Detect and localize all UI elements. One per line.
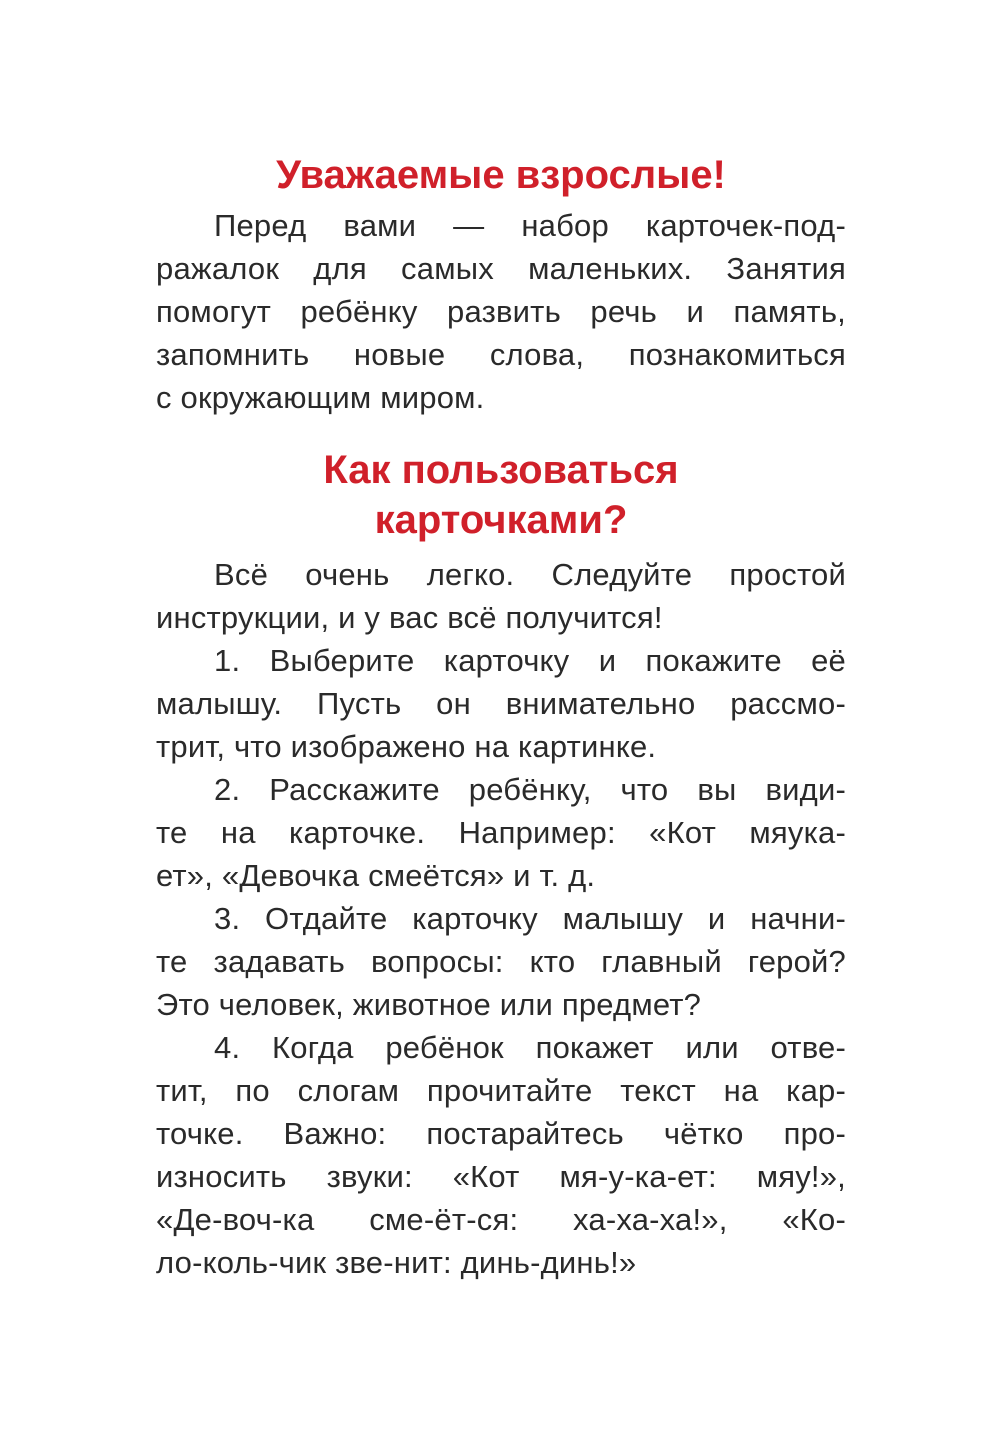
step-2 bbox=[156, 768, 846, 897]
paragraph-line: ет», «Девочка смеётся» и т. д. bbox=[156, 858, 596, 893]
heading-line: карточками? bbox=[374, 498, 628, 542]
paragraph-line: 1. Выберите карточку и покажите её bbox=[214, 643, 846, 678]
paragraph-line: те задавать вопросы: кто главный герой? bbox=[156, 944, 846, 979]
step-1 bbox=[156, 639, 846, 768]
paragraph-line: запомнить новые слова, познакомиться bbox=[156, 337, 846, 372]
paragraph-line: точке. Важно: постарайтесь чётко про- bbox=[156, 1116, 846, 1151]
paragraph-line: тит, по слогам прочитайте текст на кар- bbox=[156, 1073, 846, 1108]
step-4 bbox=[156, 1026, 846, 1284]
paragraph-line: 4. Когда ребёнок покажет или отве- bbox=[214, 1030, 846, 1065]
paragraph-line: инструкции, и у вас всё получится! bbox=[156, 600, 663, 635]
paragraph-line: трит, что изображено на картинке. bbox=[156, 729, 657, 764]
page-content bbox=[156, 140, 846, 1284]
paragraph-line: 3. Отдайте карточку малышу и начни- bbox=[214, 901, 846, 936]
paragraph-line: помогут ребёнку развить речь и память, bbox=[156, 294, 846, 329]
step-3 bbox=[156, 897, 846, 1026]
heading-line: Как пользоваться bbox=[323, 448, 679, 492]
heading-how-to-use bbox=[156, 445, 846, 545]
intro-paragraph bbox=[156, 204, 846, 419]
paragraph-line: Перед вами — набор карточек-под- bbox=[214, 208, 846, 243]
paragraph-line: малышу. Пусть он внимательно рассмо- bbox=[156, 686, 846, 721]
paragraph-line: Всё очень легко. Следуйте простой bbox=[214, 557, 846, 592]
paragraph-line: 2. Расскажите ребёнку, что вы види- bbox=[214, 772, 846, 807]
heading-dear-adults: Уважаемые взрослые! bbox=[276, 153, 726, 197]
paragraph-line: износить звуки: «Кот мя-у-ка-ет: мяу!», bbox=[156, 1159, 846, 1194]
paragraph-line: ло-коль-чик зве-нит: динь-динь!» bbox=[156, 1245, 637, 1280]
paragraph-line: с окружающим миром. bbox=[156, 380, 485, 415]
paragraph-line: ражалок для самых маленьких. Занятия bbox=[156, 251, 846, 286]
paragraph-line: «Де-воч-ка сме-ёт-ся: ха-ха-ха!», «Ко- bbox=[156, 1202, 846, 1237]
instructions-intro bbox=[156, 553, 846, 639]
paragraph-line: Это человек, животное или предмет? bbox=[156, 987, 702, 1022]
paragraph-line: те на карточке. Например: «Кот мяука- bbox=[156, 815, 846, 850]
